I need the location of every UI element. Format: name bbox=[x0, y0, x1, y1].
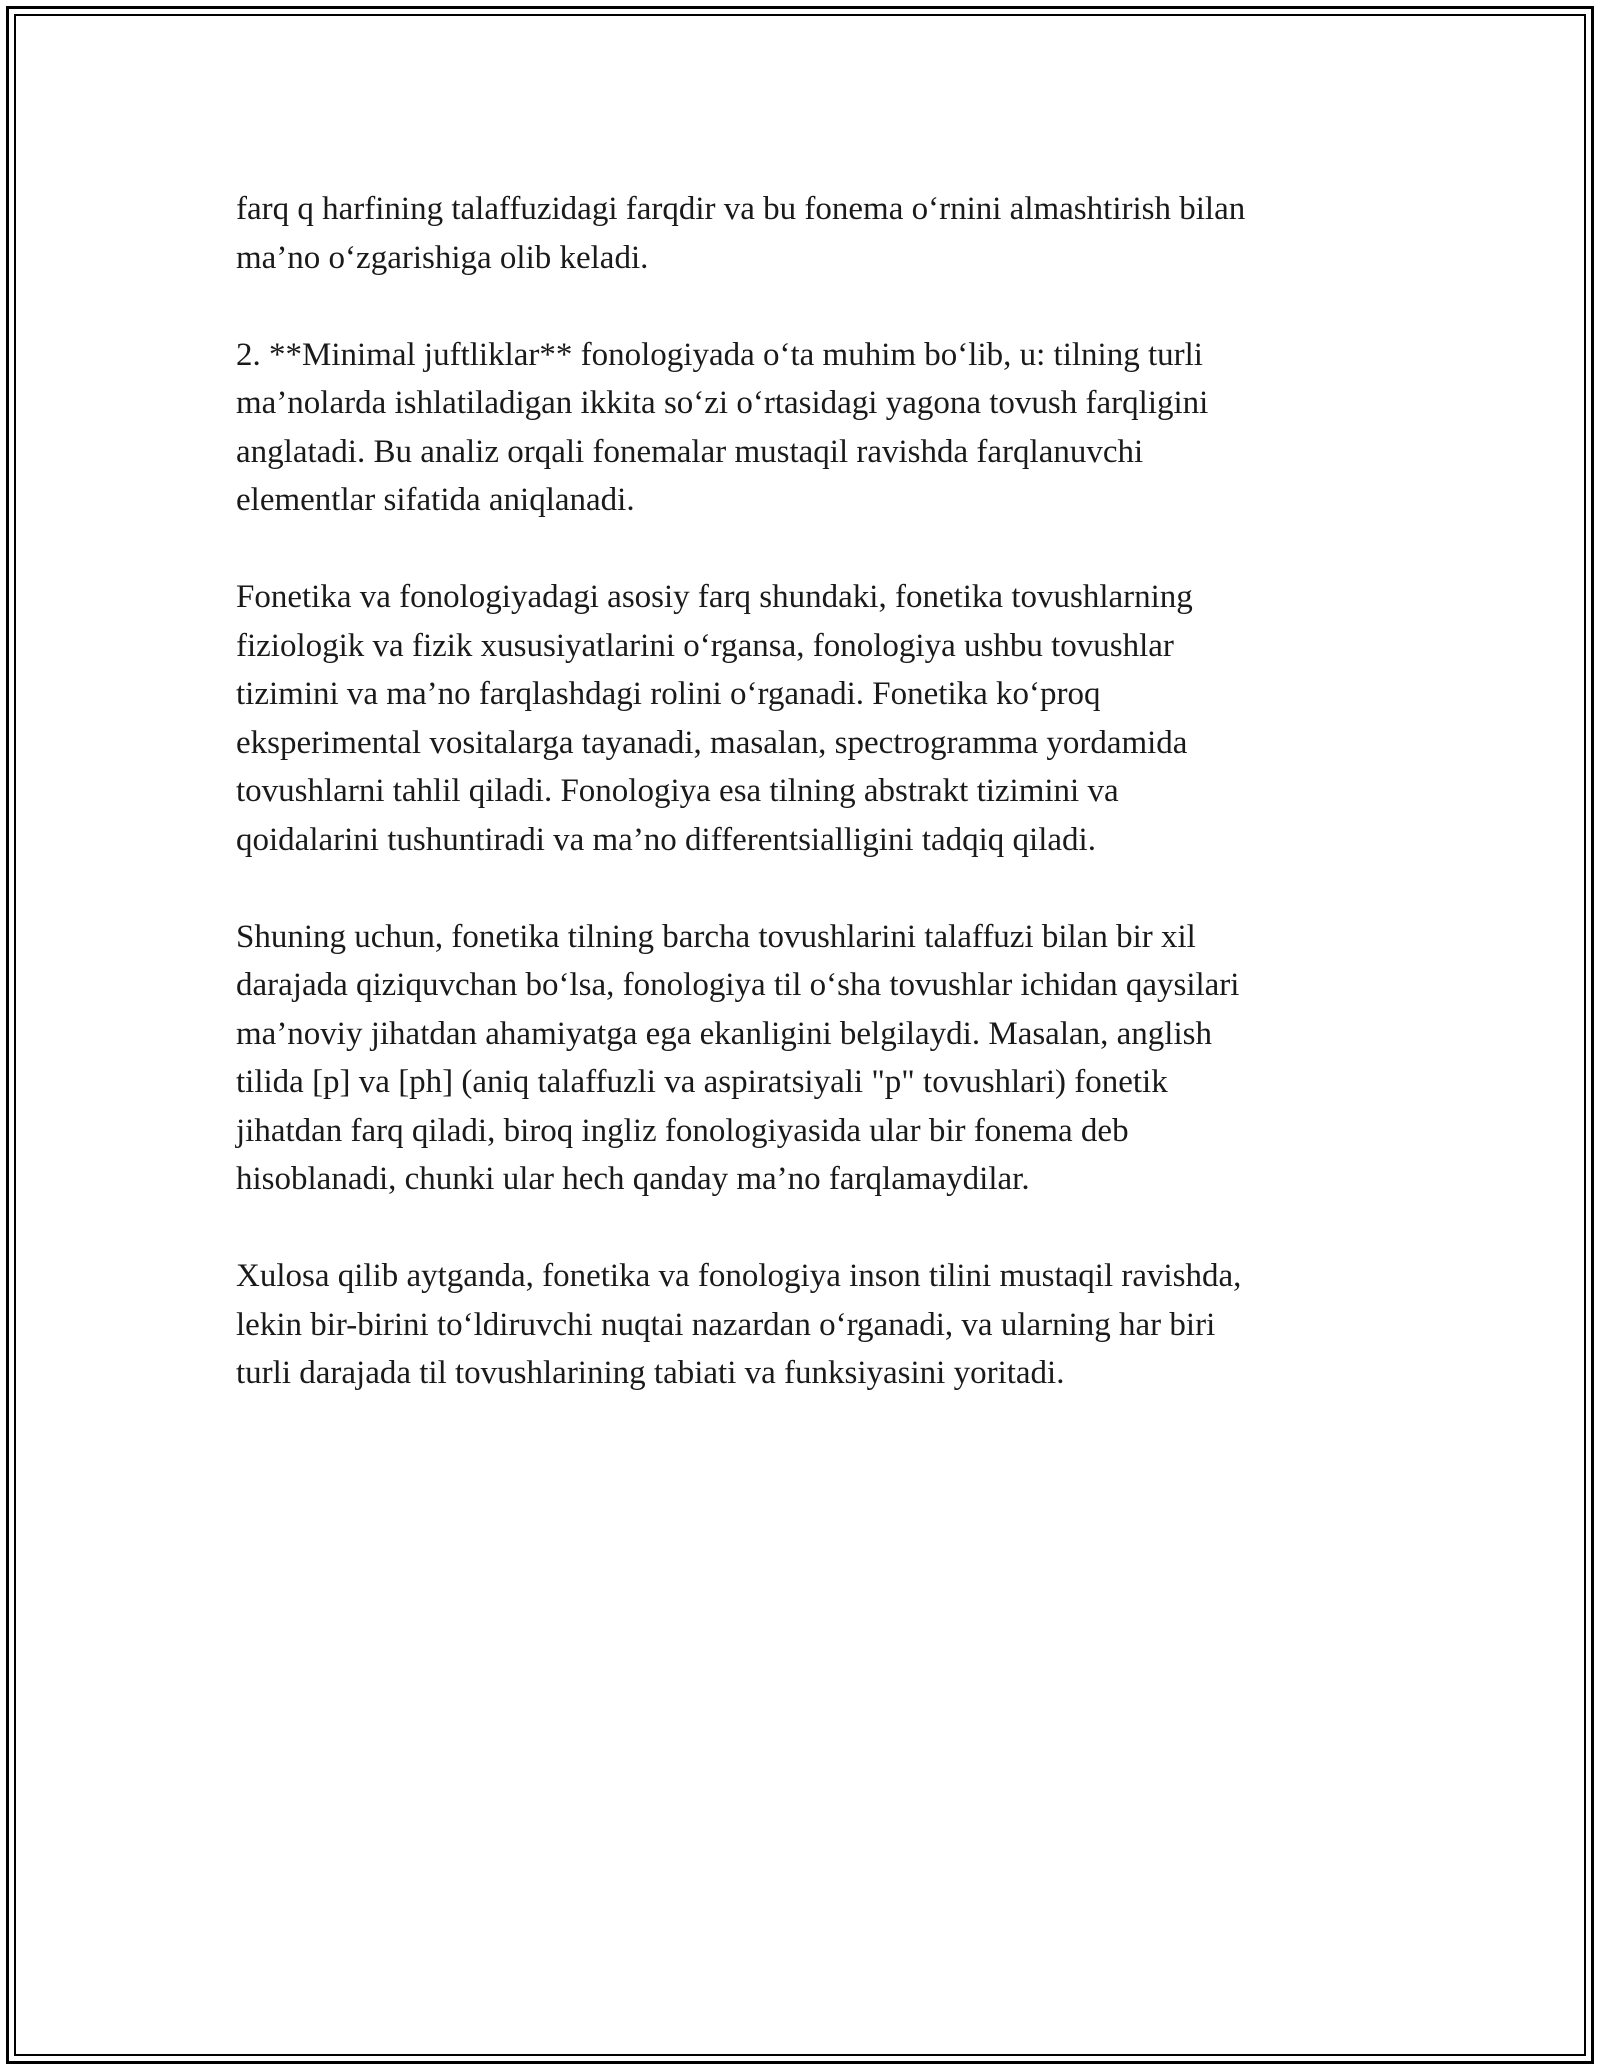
text-line: tovushlarni tahlil qiladi. Fonologiya esa tilning abstrakt tizimini va bbox=[236, 773, 1119, 809]
text-line: 2. **Minimal juftliklar** fonologiyada o‘ta muhim bo‘lib, u: tilning turli bbox=[236, 336, 1203, 373]
text-line: fiziologik va fizik xususiyatlarini o‘rgansa, fonologiya ushbu tovushlar bbox=[236, 627, 1174, 664]
text-line: Xulosa qilib aytganda, fonetika va fonologiya inson tilini mustaqil ravishda, bbox=[236, 1258, 1242, 1294]
text-line: darajada qiziquvchan bo‘lsa, fonologiya til o‘sha tovushlar ichidan qaysilari bbox=[236, 967, 1240, 1003]
text-line: ma’no o‘zgarishiga olib keladi. bbox=[236, 239, 649, 276]
paragraph-conclusion bbox=[236, 1252, 1386, 1398]
text-line: eksperimental vositalarga tayanadi, masalan, spectrogramma yordamida bbox=[236, 724, 1188, 761]
text-line: jihatdan farq qiladi, biroq ingliz fonologiyasida ular bir fonema deb bbox=[236, 1112, 1129, 1149]
paragraph-minimal-pairs bbox=[236, 331, 1386, 525]
paragraph-example bbox=[236, 913, 1386, 1204]
text-line: hisoblanadi, chunki ular hech qanday ma’no farqlamaydilar. bbox=[236, 1161, 1030, 1197]
text-line: anglatadi. Bu analiz orqali fonemalar mustaqil ravishda farqlanuvchi bbox=[236, 433, 1144, 470]
text-line: Shuning uchun, fonetika tilning barcha tovushlarini talaffuzi bilan bir xil bbox=[236, 918, 1196, 955]
text-line: qoidalarini tushuntiradi va ma’no differentsialligini tadqiq qiladi. bbox=[236, 821, 1096, 858]
text-line: ma’noviy jihatdan ahamiyatga ega ekanligini belgilaydi. Masalan, anglish bbox=[236, 1015, 1212, 1052]
text-line: lekin bir-birini to‘ldiruvchi nuqtai nazardan o‘rganadi, va ularning har biri bbox=[236, 1306, 1216, 1343]
text-line: elementlar sifatida aniqlanadi. bbox=[236, 482, 635, 518]
text-line: tilida [p] va [ph] (aniq talaffuzli va aspiratsiyali "p" tovushlari) fonetik bbox=[236, 1064, 1168, 1100]
text-line: turli darajada til tovushlarining tabiati va funksiyasini yoritadi. bbox=[236, 1355, 1065, 1391]
text-line: tizimini va ma’no farqlashdagi rolini o‘rganadi. Fonetika ko‘proq bbox=[236, 676, 1101, 712]
text-line: ma’nolarda ishlatiladigan ikkita so‘zi o‘rtasidagi yagona tovush farqligini bbox=[236, 385, 1209, 421]
paragraph-main-difference bbox=[236, 573, 1386, 864]
text-line: Fonetika va fonologiyadagi asosiy farq shundaki, fonetika tovushlarning bbox=[236, 579, 1193, 615]
document-body bbox=[236, 185, 1386, 1446]
paragraph-continuation bbox=[236, 185, 1386, 282]
text-line: farq q harfining talaffuzidagi farqdir va bu fonema o‘rnini almashtirish bilan bbox=[236, 191, 1246, 227]
